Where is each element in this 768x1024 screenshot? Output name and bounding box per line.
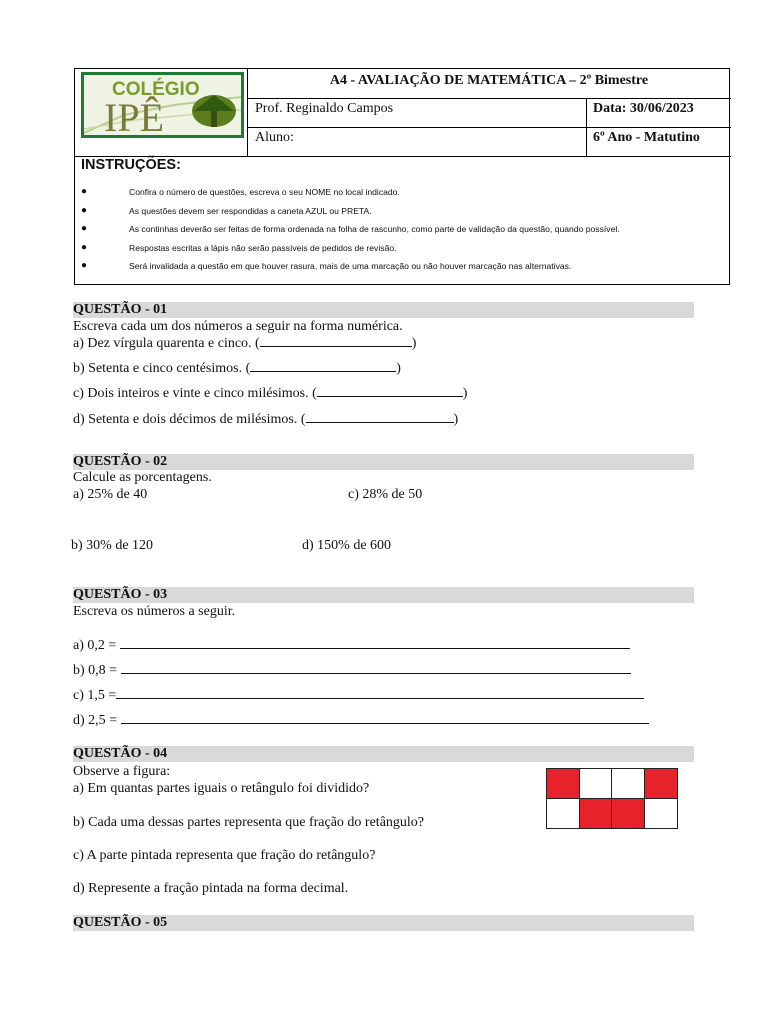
question-02-item-d: d) 150% de 600 (302, 538, 392, 553)
question-04-item-d: d) Represente a fração pintada na forma decimal. (73, 881, 349, 896)
grid-cell (580, 769, 613, 799)
question-04-item-a: a) Em quantas partes iguais o retângulo foi dividido? (73, 781, 370, 796)
divider (247, 98, 731, 99)
header-box: A4 - AVALIAÇÃO DE MATEMÁTICA – 2º Bimestre Prof. Reginaldo Campos Data: 30/06/2023 Aluno: 6º Ano - Matutino INSTRUÇÕES: ● Confira o número de questões, escreva o seu NOME no local indicado. ● As questões devem ser respondidas a caneta AZUL ou PRETA. ● As continhas deverão ser feitas de forma ordenada na folha de rascunho, como parte de validação da questão, quando possível. ● Respostas escritas a lápis não serão passíveis de pedidos de revisão. ● Será invalidada a questão em que houver rasura, mais de uma marcação ou não houver marcação nas alternativas. (74, 68, 730, 285)
grid-cell (612, 799, 645, 829)
question-01-title: QUESTÃO - 01 (73, 302, 694, 318)
grid-cell (645, 769, 678, 799)
grid-cell (547, 769, 580, 799)
grid-cell (645, 799, 678, 829)
school-logo (81, 72, 244, 138)
question-05-title: QUESTÃO - 05 (73, 915, 694, 931)
logo-text-2: IPÊ (104, 95, 164, 135)
question-01-item-d: d) Setenta e dois décimos de milésimos. ( ) (73, 412, 459, 427)
question-02-title: QUESTÃO - 02 (73, 454, 694, 470)
question-04-item-b: b) Cada uma dessas partes representa que fração do retângulo? (73, 815, 425, 830)
question-02-item-c: c) 28% de 50 (348, 487, 423, 502)
logo-text-1: COLÉGIO (112, 79, 200, 100)
divider (247, 127, 731, 128)
student-label: Aluno: (255, 130, 294, 145)
question-01-item-b: b) Setenta e cinco centésimos. ( ) (73, 361, 401, 376)
grid-cell (612, 769, 645, 799)
question-04-prompt: Observe a figura: (73, 764, 171, 779)
question-01-item-a: a) Dez vírgula quarenta e cinco. ( ) (73, 336, 417, 351)
question-02-prompt: Calcule as porcentagens. (73, 470, 212, 485)
question-02-item-b: b) 30% de 120 (71, 538, 154, 553)
question-01-item-c: c) Dois inteiros e vinte e cinco milésimos. ( ) (73, 386, 468, 401)
fraction-rectangle-figure (546, 768, 678, 829)
question-04-item-c: c) A parte pintada representa que fração do retângulo? (73, 848, 376, 863)
grid-cell (580, 799, 613, 829)
exam-date: Data: 30/06/2023 (593, 101, 694, 116)
question-03-item-c: c) 1,5 = (73, 688, 644, 704)
question-03-title: QUESTÃO - 03 (73, 587, 694, 603)
instructions-title: INSTRUÇÕES: (81, 157, 181, 173)
logo-graphic (84, 75, 241, 135)
page-title: A4 - AVALIAÇÃO DE MATEMÁTICA – 2º Bimestre (329, 73, 649, 88)
grid-cell (547, 799, 580, 829)
teacher-name: Prof. Reginaldo Campos (255, 101, 394, 116)
grade-label: 6º Ano - Matutino (593, 130, 700, 145)
question-03-item-d: d) 2,5 = (73, 713, 649, 729)
question-04-title: QUESTÃO - 04 (73, 746, 694, 762)
question-02-item-a: a) 25% de 40 (73, 487, 148, 502)
question-03-item-a: a) 0,2 = (73, 638, 630, 654)
question-03-prompt: Escreva os números a seguir. (73, 604, 236, 619)
question-01-prompt: Escreva cada um dos números a seguir na forma numérica. (73, 319, 403, 334)
question-03-item-b: b) 0,8 = (73, 663, 631, 679)
divider (586, 98, 587, 156)
